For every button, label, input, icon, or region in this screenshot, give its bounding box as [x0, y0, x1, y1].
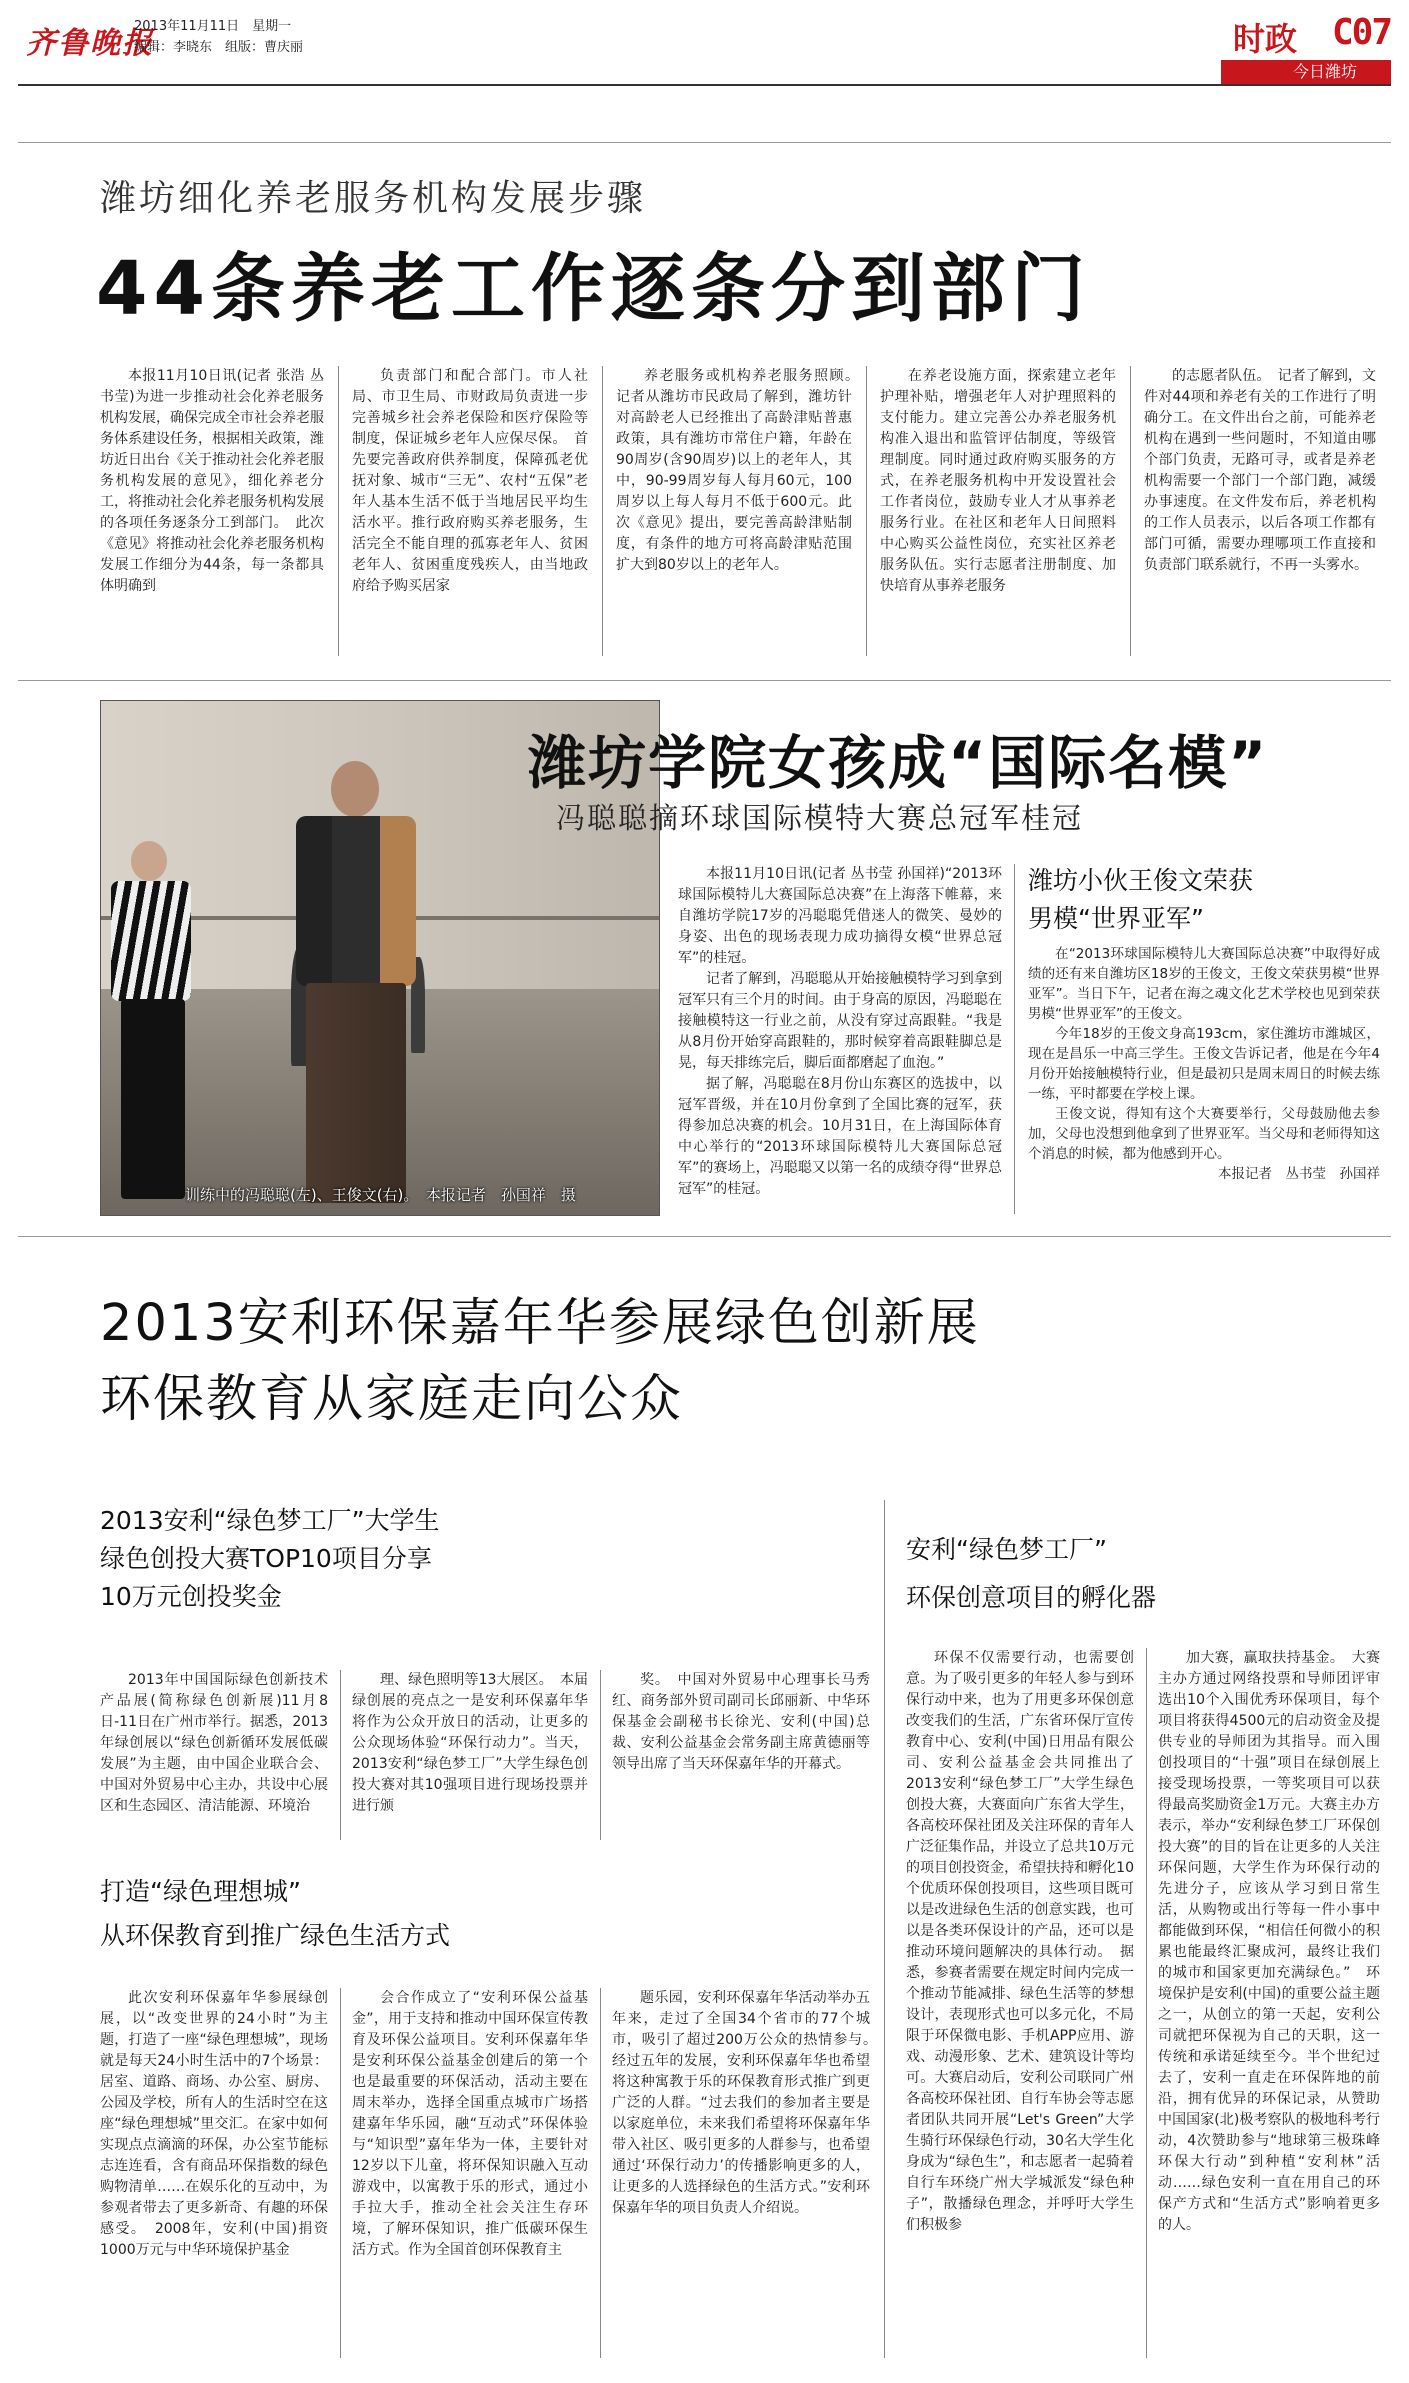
black-trousers	[121, 999, 185, 1199]
article2-subheadline: 冯聪聪摘环球国际模特大赛总冠军桂冠	[556, 801, 1084, 835]
section-c-column	[1158, 1648, 1380, 2358]
header-divider	[18, 142, 1391, 143]
newspaper-logo: 齐鲁晚报	[26, 26, 154, 61]
photo-caption: 训练中的冯聪聪(左)、王俊文(右)。 本报记者 孙国祥 摄	[185, 1186, 576, 1204]
editor-line: 编辑：李晓东 组版：曹庆丽	[134, 40, 304, 55]
paragraph: 奖。 中国对外贸易中心理事长马秀红、商务部外贸司副司长邱丽新、中华环保基金会副秘书长徐光、安利(中国)总裁、安利公益基金会常务副主席黄德丽等领导出席了当天环保嘉年华的开幕式。	[612, 1672, 870, 1772]
section-b-column	[352, 1988, 588, 2358]
vest-outfit	[296, 816, 416, 986]
headline-line: 2013安利环保嘉年华参展绿色创新展	[100, 1294, 980, 1353]
paragraph: 记者了解到，冯聪聪从开始接触模特学习到拿到冠军只有三个月的时间。由于身高的原因，冯聪聪在接触模特这一行业之前，从没有穿过高跟鞋。“我是从8月份开始穿高跟鞋的，那时候穿着高跟鞋脚总是晃，每天排练完后，脚后面都磨起了血泡。”	[678, 971, 1002, 1071]
date-line: 2013年11月11日 星期一	[134, 19, 292, 34]
headline-line: 环保教育从家庭走向公众	[100, 1370, 684, 1429]
section-divider	[18, 1236, 1391, 1237]
subhead-c	[906, 1526, 1156, 1622]
sidebar-headline-line: 男模“世界亚军”	[1028, 904, 1204, 933]
article1-column	[100, 366, 324, 656]
subhead-b	[100, 1870, 450, 1958]
section-a-column	[100, 1670, 328, 1840]
paragraph: 的志愿者队伍。 记者了解到，文件对44项和养老有关的工作进行了明确分工。在文件出台之前，可能养老机构在遇到一些问题时，不知道由哪个部门负责，无路可寻，或者是养老机构需要一个部门一个部门跑，减缓办事速度。在文件发布后，养老机构的工作人员表示，以后各项工作都有部门可循，需要办理哪项工作直接和负责部门联系就行，不再一头雾水。	[1144, 368, 1376, 573]
column-rule	[866, 366, 867, 656]
subhead-line: 环保创意项目的孵化器	[906, 1583, 1157, 1612]
paragraph: 本报11月10日讯(记者 张浩 丛书莹)为进一步推动社会化养老服务机构发展，确保完成全市社会养老服务体系建设任务，根据相关政策，潍坊近日出台《关于推动社会化养老服务机构发展的意见》，细化养老分工，将推动社会化养老服务机构发展的各项任务逐条分工到部门。 此次《意见》将推动社会化养老服务机构发展工作细分为44条，每一条都具体明确到	[100, 368, 324, 594]
paragraph: 理、绿色照明等13大展区。 本届绿创展的亮点之一是安利环保嘉年华将作为公众开放日的活动，让更多的公众现场体验“环保行动力”。当天，2013安利“绿色梦工厂”大学生绿色创投大赛对其10强项目进行现场投票并进行颁	[352, 1672, 588, 1814]
paragraph: 会合作成立了“安利环保公益基金”，用于支持和推动中国环保宣传教育及环保公益项目。安利环保嘉年华是安利环保公益基金创建后的第一个也是最重要的环保活动，活动主要在周末举办，选择全国重点城市广场搭建嘉年华乐园，融“互动式”环保体验与“知识型”嘉年华为一体，主要针对12岁以下儿童，将环保知识融入互动游戏中，以寓教于乐的形式，通过小手拉大手，推动全社会关注生存环境，了解环保知识，推广低碳环保生活方式。作为全国首创环保教育主	[352, 1990, 588, 2258]
brown-trousers	[306, 983, 406, 1203]
section-a-column	[612, 1670, 870, 1840]
paragraph: 此次安利环保嘉年华参展绿创展，以“改变世界的24小时”为主题，打造了一座“绿色理想城”，现场就是每天24小时生活中的7个场景：居室、道路、商场、办公室、厨房、公园及学校，所有人的生活时空在这座“绿色理想城”里交汇。在家中如何实现点点滴滴的环保，办公室节能标志连连看，含有商品环保指数的绿色购物清单……在娱乐化的互动中，为参观者带去了更多新奇、有趣的环保感受。 2008年，安利(中国)捐资1000万元与中华环境保护基金	[100, 1990, 328, 2258]
subhead-line: 从环保教育到推广绿色生活方式	[100, 1921, 451, 1950]
byline: 本报记者 丛书莹 孙国祥	[1218, 1166, 1380, 1182]
article2-headline: 潍坊学院女孩成“国际名模”	[528, 729, 1269, 797]
subhead-line: 2013安利“绿色梦工厂”大学生	[100, 1506, 440, 1535]
article3-headline	[100, 1286, 980, 1438]
article2-body	[678, 864, 1002, 1214]
column-rule	[338, 366, 339, 656]
issue-meta	[134, 16, 303, 58]
subhead-line: 10万元创投奖金	[100, 1582, 282, 1611]
section-c-column	[906, 1648, 1134, 2358]
section-a-column	[352, 1670, 588, 1840]
paragraph: 加大赛，赢取扶持基金。 大赛主办方通过网络投票和导师团评审选出10个入围优秀环保项目，每个项目将获得4500元的启动资金及提供专业的导师团为其指导。而入围创投项目的“十强”项目在绿创展上接受现场投票，一等奖项目可以获得最高奖励资金1万元。大赛主办方表示，举办“安利绿色梦工厂环保创投大赛”的目的旨在让更多的人关注环保问题，大学生作为环保行动的先进分子，应该从学习到日常生活，从购物或出行等每一件小事中都能做到环保，“相信任何微小的积累也能最终汇聚成河，最终让我们的城市和国家更加充满绿色。” 环境保护是安利(中国)的重要公益主题之一，从创立的第一天起，安利公司就把环保视为自己的天职，这一传统和承诺延续至今。半个世纪过去了，安利一直走在环保阵地的前沿，拥有优异的环保记录，从赞助中国国家(北)极考察队的极地科考行动，4次赞助参与“地球第三极珠峰环保大行动”到种植“安利林”活动……绿色安利一直在用自己的环保产方式和“生活方式”影响着更多的人。	[1158, 1650, 1380, 2233]
sidebar-headline	[1028, 862, 1253, 938]
masthead-rule	[18, 84, 1391, 86]
article1-headline: 44条养老工作逐条分到部门	[96, 246, 1091, 332]
section-b-column	[612, 1988, 884, 2358]
column-rule	[602, 366, 603, 656]
column-rule	[340, 1988, 341, 2358]
paragraph: 本报11月10日讯(记者 丛书莹 孙国祥)“2013环球国际模特儿大赛国际总决赛”在上海落下帷幕，来自潍坊学院17岁的冯聪聪凭借迷人的微笑、曼妙的身姿、出色的现场表现力成功摘得女模“世界总冠军”的桂冠。	[678, 866, 1002, 966]
column-rule	[340, 1670, 341, 1840]
paragraph: 今年18岁的王俊文身高193cm，家住潍坊市潍城区，现在是昌乐一中高三学生。王俊文告诉记者，他是在今年4月份开始接触模特行业，但是最初只是周末周日的时候去练一练，平时都要在学校上课。	[1028, 1026, 1380, 1102]
subhead-line: 绿色创投大赛TOP10项目分享	[100, 1544, 432, 1573]
subsection-bar: 今日潍坊	[1221, 60, 1391, 84]
article1-column	[880, 366, 1116, 656]
section-b-column	[100, 1988, 328, 2358]
article1-column	[352, 366, 588, 656]
paragraph: 养老服务或机构养老服务照顾。 记者从潍坊市民政局了解到，潍坊针对高龄老人已经推出了高龄津贴普惠政策，具有潍坊市常住户籍，年龄在90周岁(含90周岁)以上的老年人，其中，90-99周岁每人每月60元，100周岁以上每人每月不低于600元。此次《意见》提出，要完善高龄津贴制度，有条件的地方可将高龄津贴范围扩大到80岁以上的老年人。	[616, 368, 866, 573]
column-rule	[1130, 366, 1131, 656]
paragraph: 负责部门和配合部门。市人社局、市卫生局、市财政局负责进一步完善城乡社会养老保险和医疗保险等制度，保证城乡老年人应保尽保。 首先要完善政府供养制度，保障孤老优抚对象、城市“三无”、农村“五保”老年人基本生活不低于当地居民平均生活水平。推行政府购买养老服务，生活完全不能自理的孤寡老年人、贫困老年人、贫困重度残疾人，由当地政府给予购买居家	[352, 368, 588, 594]
column-rule	[1146, 1648, 1147, 2358]
article1-column	[616, 366, 866, 656]
section-divider	[18, 680, 1391, 681]
section-name: 时政	[1232, 20, 1297, 58]
article1-column	[1144, 366, 1376, 656]
page-number: C07	[1331, 12, 1391, 53]
striped-top	[111, 881, 191, 1001]
article1-kicker: 潍坊细化养老服务机构发展步骤	[100, 178, 647, 219]
paragraph: 据了解，冯聪聪在8月份山东赛区的选拔中，以冠军晋级，并在10月份拿到了全国比赛的冠军，获得参加总决赛的机会。10月31日，在上海国际体育中心举行的“2013环球国际模特儿大赛国际总冠军”的赛场上，冯聪聪又以第一名的成绩夺得“世界总冠军”的桂冠。	[678, 1076, 1002, 1197]
column-rule	[1014, 864, 1015, 1214]
subhead-line: 安利“绿色梦工厂”	[906, 1535, 1107, 1564]
model-head	[331, 761, 379, 817]
paragraph: 王俊文说，得知有这个大赛要举行，父母鼓励他去参加，父母也没想到他拿到了世界亚军。当父母和老师得知这个消息的时候，都为他感到开心。	[1028, 1106, 1380, 1162]
paragraph: 在养老设施方面，探索建立老年护理补贴，增强老年人对护理照料的支付能力。建立完善公办养老服务机构准入退出和监管评估制度，等级管理制度。同时通过政府购买服务的方式，在养老服务机构中开发设置社会工作者岗位，鼓励专业人才从事养老服务行业。在社区和老年人日间照料中心购买公益性岗位，充实社区养老服务队伍。实行志愿者注册制度、加快培育从事养老服务	[880, 368, 1116, 594]
paragraph: 环保不仅需要行动，也需要创意。为了吸引更多的年轻人参与到环保行动中来，也为了用更多环保创意改变我们的生活，广东省环保厅宣传教育中心、安利(中国)日用品有限公司、安利公益基金会共同推出了2013安利“绿色梦工厂”大学生绿色创投大赛，大赛面向广东省大学生，各高校环保社团及关注环保的青年人广泛征集作品，并设立了总共10万元的项目创投资金，希望扶持和孵化10个优质环保创投项目，这些项目既可以是改进绿色生活的创意实践，也可以是各类环保设计的产品，还可以是推动环境问题解决的具体行动。 据悉，参赛者需要在规定时间内完成一个推动节能减排、绿色生活等的梦想设计，表现形式也可以多元化，不局限于环保微电影、手机APP应用、游戏、动漫形象、艺术、建筑设计等均可。大赛启动后，安利公司联同广州各高校环保社团、自行车协会等志愿者团队共同开展“Let's Green”大学生骑行环保绿色行动，30名大学生化身成为“绿色生”，和志愿者一起骑着自行车环绕广州大学城派发“绿色种子”，散播绿色理念，并呼吁大学生们积极参	[906, 1650, 1134, 2233]
sidebar-body	[1028, 944, 1380, 1214]
paragraph: 题乐园，安利环保嘉年华活动举办五年来，走过了全国34个省市的77个城市，吸引了超过200万公众的热情参与。 经过五年的发展，安利环保嘉年华也希望将这种寓教于乐的环保教育形式推广到更广泛的人群。“过去我们的参加者主要是以家庭单位，未来我们希望将环保嘉年华带入社区、吸引更多的人群参与，也希望通过‘环保行动力’的传播影响更多的人，让更多的人选择绿色的生活方式。”安利环保嘉年华的项目负责人介绍说。	[612, 1990, 884, 2216]
paragraph: 在“2013环球国际模特儿大赛国际总决赛”中取得好成绩的还有来自潍坊区18岁的王俊文，王俊文荣获男模“世界亚军”。当日下午，记者在海之魂文化艺术学校也见到荣获男模“世界亚军”的王俊文。	[1028, 946, 1380, 1022]
paragraph: 2013年中国国际绿色创新技术产品展(简称绿色创新展)11月8日-11日在广州市举行。据悉，2013年绿创展以“绿色创新循环发展低碳发展”为主题，由中国企业联合会、中国对外贸易中心主办，共设中心展区和生态园区、清洁能源、环境治	[100, 1672, 328, 1814]
subhead-a	[100, 1502, 440, 1616]
model-head	[131, 841, 167, 881]
sidebar-headline-line: 潍坊小伙王俊文荣获	[1028, 866, 1254, 895]
column-rule	[600, 1670, 601, 1840]
column-rule	[600, 1988, 601, 2358]
section-rule	[884, 1500, 885, 2358]
subhead-line: 打造“绿色理想城”	[100, 1877, 301, 1906]
